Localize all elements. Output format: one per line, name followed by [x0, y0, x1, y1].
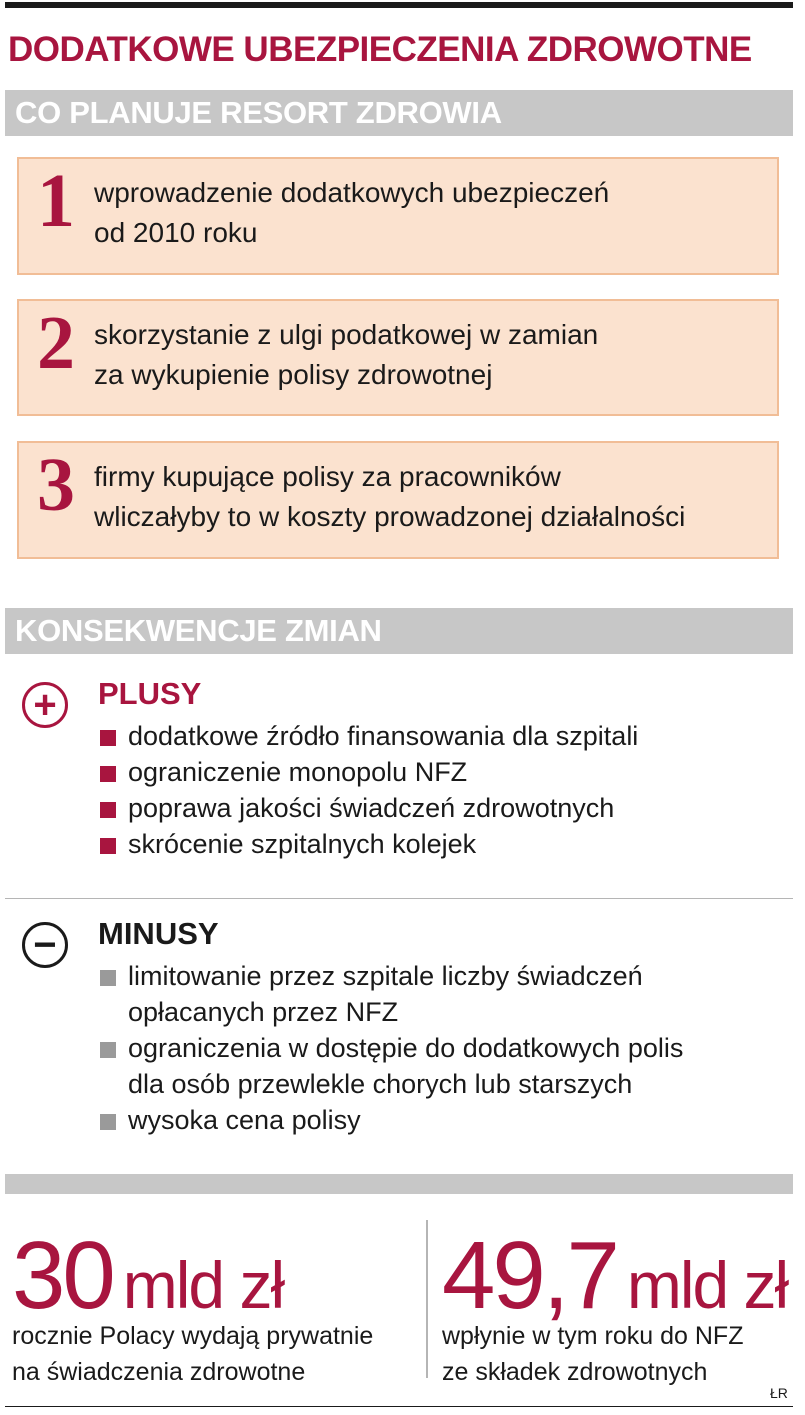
minus-heading: MINUSY	[98, 916, 219, 951]
stats-divider-bar	[5, 1174, 793, 1194]
page-title: DODATKOWE UBEZPIECZENIA ZDROWOTNE	[8, 30, 752, 69]
list-item	[100, 1102, 683, 1138]
list-item	[100, 790, 638, 826]
list-item-text: skrócenie szpitalnych kolejek	[128, 829, 477, 859]
stat-private-spending	[12, 1222, 284, 1329]
list-item-text: poprawa jakości świadczeń zdrowotnych	[128, 793, 615, 823]
plus-icon: +	[22, 682, 68, 728]
top-rule	[5, 2, 793, 8]
stat-caption-line: wpłynie w tym roku do NFZ	[442, 1322, 744, 1350]
plan-number: 3	[37, 443, 75, 527]
bottom-rule	[5, 1406, 793, 1407]
plan-text-line: skorzystanie z ulgi podatkowej w zamian	[94, 319, 599, 350]
plan-number: 2	[37, 301, 75, 385]
plan-item-2	[17, 299, 779, 416]
plus-heading: PLUSY	[98, 676, 202, 711]
minus-icon: −	[22, 922, 68, 968]
plan-item-1	[17, 157, 779, 275]
list-item-text: ograniczenia w dostępie do dodatkowych polis	[128, 1033, 684, 1063]
bullet-square-icon	[100, 1114, 116, 1130]
minus-list	[100, 958, 683, 1138]
stat-unit: mld zł	[122, 1248, 284, 1322]
plan-text-line: firmy kupujące polisy za pracowników	[94, 461, 561, 492]
bullet-square-icon	[100, 838, 116, 854]
stat-value: 49,7	[442, 1222, 617, 1329]
stat-caption-line: rocznie Polacy wydają prywatnie	[12, 1322, 374, 1350]
bullet-square-icon	[100, 730, 116, 746]
list-item-text: dla osób przewlekle chorych lub starszych	[128, 1069, 633, 1099]
list-item-text: opłacanych przez NFZ	[128, 997, 399, 1027]
bullet-square-icon	[100, 766, 116, 782]
bullet-square-icon	[100, 970, 116, 986]
stat-caption-line: ze składek zdrowotnych	[442, 1358, 708, 1386]
stat-nfz-income	[442, 1222, 788, 1329]
stat-caption	[442, 1318, 743, 1390]
plan-text-line: wliczałyby to w koszty prowadzonej działalności	[94, 501, 686, 532]
stats-separator	[426, 1220, 428, 1378]
plan-text	[94, 315, 598, 395]
bullet-square-icon	[100, 802, 116, 818]
plus-list	[100, 718, 638, 862]
stat-value: 30	[12, 1222, 113, 1329]
stat-unit: mld zł	[626, 1248, 788, 1322]
plan-text-line: od 2010 roku	[94, 217, 258, 248]
plan-number: 1	[37, 159, 75, 243]
list-item-text: dodatkowe źródło finansowania dla szpitali	[128, 721, 639, 751]
section-divider	[5, 898, 793, 899]
plan-text-line: wprowadzenie dodatkowych ubezpieczeń	[94, 177, 610, 208]
list-item	[100, 1030, 683, 1102]
plan-text	[94, 457, 685, 537]
author-credit: ŁR	[770, 1385, 788, 1401]
stat-caption-line: na świadczenia zdrowotne	[12, 1358, 306, 1386]
plan-text-line: za wykupienie polisy zdrowotnej	[94, 359, 493, 390]
list-item	[100, 826, 638, 862]
list-item-text: wysoka cena polisy	[128, 1105, 361, 1135]
section-heading-consequences: KONSEKWENCJE ZMIAN	[5, 608, 793, 654]
section-heading-plans: CO PLANUJE RESORT ZDROWIA	[5, 90, 793, 136]
list-item-text: limitowanie przez szpitale liczby świadczeń	[128, 961, 643, 991]
list-item	[100, 718, 638, 754]
plan-item-3	[17, 441, 779, 559]
bullet-square-icon	[100, 1042, 116, 1058]
plan-text	[94, 173, 609, 253]
list-item	[100, 754, 638, 790]
list-item	[100, 958, 683, 1030]
list-item-text: ograniczenie monopolu NFZ	[128, 757, 468, 787]
stat-caption	[12, 1318, 373, 1390]
